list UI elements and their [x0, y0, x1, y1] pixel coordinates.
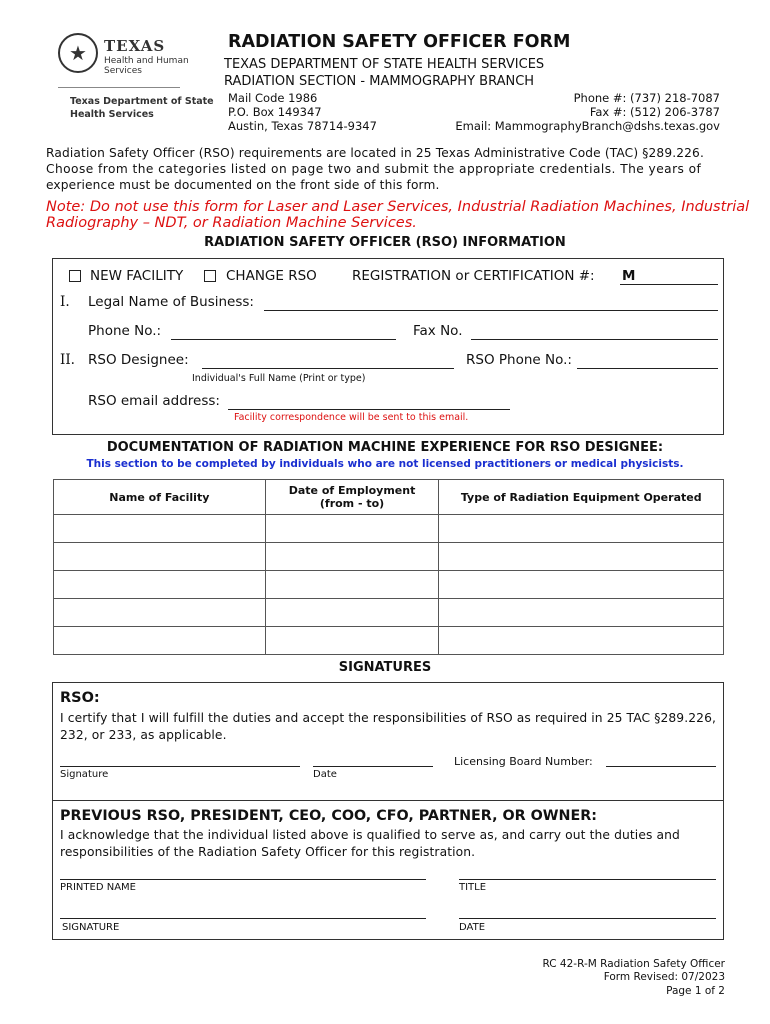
roman-numeral-1: I. — [60, 294, 70, 310]
phone-label: Phone No.: — [88, 323, 162, 339]
licensing-board-label: Licensing Board Number: — [454, 755, 593, 768]
date-cell[interactable] — [265, 543, 439, 571]
date-cell[interactable] — [265, 515, 439, 543]
header-email: Email: MammographyBranch@dshs.texas.gov — [455, 119, 720, 133]
date-cell[interactable] — [265, 571, 439, 599]
date-cell[interactable] — [265, 627, 439, 655]
date-label: Date — [313, 769, 337, 780]
intro-line2: Choose from the categories listed on page two and submit the appropriate credentials. The years of — [46, 162, 702, 176]
change-rso-checkbox[interactable] — [204, 270, 216, 282]
owner-signature-label: SIGNATURE — [62, 922, 120, 933]
fax-label: Fax No. — [413, 323, 463, 339]
previous-rso-line1: I acknowledge that the individual listed above is qualified to serve as, and carry out the duties and — [60, 828, 680, 842]
rso-phone-field[interactable] — [577, 368, 718, 369]
logo-dept-line2: Health Services — [70, 109, 154, 120]
logo-agency-line2: Services — [104, 66, 142, 76]
table-row — [54, 599, 724, 627]
table-row — [54, 627, 724, 655]
rso-certify-line1: I certify that I will fulfill the duties and accept the responsibilities of RSO as required in 25 TAC §289.226, — [60, 711, 717, 725]
owner-date-field[interactable] — [459, 918, 716, 919]
equipment-cell[interactable] — [439, 515, 724, 543]
footer-page-number: Page 1 of 2 — [666, 985, 725, 997]
rso-info-heading: RADIATION SAFETY OFFICER (RSO) INFORMATION — [204, 235, 566, 250]
signature-label: Signature — [60, 769, 109, 780]
owner-date-label: DATE — [459, 922, 486, 933]
texas-seal-icon: ★ — [58, 33, 98, 73]
registration-value[interactable]: M — [622, 268, 636, 284]
header-po-box: P.O. Box 149347 — [228, 105, 322, 119]
footer-form-id: RC 42-R-M Radiation Safety Officer — [542, 958, 725, 970]
table-row — [54, 571, 724, 599]
experience-table — [53, 479, 724, 655]
title-field[interactable] — [459, 879, 716, 880]
registration-label: REGISTRATION or CERTIFICATION #: — [352, 268, 595, 284]
column-header-date-line2: (from - to) — [319, 497, 385, 510]
rso-email-label: RSO email address: — [88, 393, 220, 409]
column-header-facility: Name of Facility — [54, 480, 266, 515]
signatures-heading: SIGNATURES — [338, 660, 432, 675]
equipment-cell[interactable] — [439, 599, 724, 627]
registration-field[interactable] — [620, 284, 718, 285]
rso-email-hint: Facility correspondence will be sent to this email. — [234, 412, 469, 423]
column-header-date-line1: Date of Employment — [288, 484, 416, 497]
fax-field[interactable] — [471, 339, 718, 340]
rso-designee-label: RSO Designee: — [88, 352, 189, 368]
new-facility-checkbox[interactable] — [69, 270, 81, 282]
licensing-board-field[interactable] — [606, 766, 716, 767]
column-header-date — [265, 480, 439, 515]
logo-agency-line1: Health and Human — [104, 56, 189, 66]
legal-name-label: Legal Name of Business: — [88, 294, 254, 310]
change-rso-label: CHANGE RSO — [226, 268, 317, 284]
signatures-divider — [52, 800, 724, 801]
rso-phone-label: RSO Phone No.: — [466, 352, 572, 368]
facility-cell[interactable] — [54, 543, 266, 571]
rso-signature-field[interactable] — [60, 766, 300, 767]
note-line2: Radiography – NDT, or Radiation Machine Services. — [46, 215, 417, 231]
table-row — [54, 515, 724, 543]
new-facility-label: NEW FACILITY — [90, 268, 184, 284]
documentation-heading: DOCUMENTATION OF RADIATION MACHINE EXPERIENCE FOR RSO DESIGNEE: — [106, 440, 664, 455]
owner-signature-field[interactable] — [60, 918, 426, 919]
documentation-subheading: This section to be completed by individuals who are not licensed practitioners or medical physicists. — [86, 458, 684, 470]
previous-rso-title: PREVIOUS RSO, PRESIDENT, CEO, COO, CFO, PARTNER, OR OWNER: — [60, 808, 598, 824]
rso-signature-title: RSO: — [60, 690, 100, 706]
legal-name-field[interactable] — [264, 310, 718, 311]
equipment-cell[interactable] — [439, 543, 724, 571]
facility-cell[interactable] — [54, 571, 266, 599]
intro-line1: Radiation Safety Officer (RSO) requirements are located in 25 Texas Administrative Code (TAC) §289.226. — [46, 146, 704, 160]
logo-state: TEXAS — [104, 37, 166, 55]
phone-field[interactable] — [171, 339, 396, 340]
rso-certify-line2: 232, or 233, as applicable. — [60, 728, 227, 742]
previous-rso-line2: responsibilities of the Radiation Safety Officer for this registration. — [60, 845, 476, 859]
logo-divider — [58, 87, 180, 88]
facility-cell[interactable] — [54, 599, 266, 627]
intro-line3: experience must be documented on the front side of this form. — [46, 178, 440, 192]
printed-name-field[interactable] — [60, 879, 426, 880]
header-section: RADIATION SECTION - MAMMOGRAPHY BRANCH — [224, 74, 535, 89]
facility-cell[interactable] — [54, 627, 266, 655]
logo-dept-line1: Texas Department of State — [70, 96, 214, 107]
date-cell[interactable] — [265, 599, 439, 627]
rso-designee-field[interactable] — [202, 368, 454, 369]
header-fax: Fax #: (512) 206-3787 — [589, 105, 720, 119]
equipment-cell[interactable] — [439, 571, 724, 599]
header-phone: Phone #: (737) 218-7087 — [573, 91, 720, 105]
equipment-cell[interactable] — [439, 627, 724, 655]
rso-designee-hint: Individual's Full Name (Print or type) — [192, 373, 366, 384]
column-header-equipment: Type of Radiation Equipment Operated — [439, 480, 724, 515]
header-city: Austin, Texas 78714-9347 — [228, 119, 377, 133]
note-line1: Note: Do not use this form for Laser and Laser Services, Industrial Radiation Machines, Industrial — [46, 199, 750, 215]
header-org: TEXAS DEPARTMENT OF STATE HEALTH SERVICES — [224, 57, 545, 72]
facility-cell[interactable] — [54, 515, 266, 543]
footer-revised: Form Revised: 07/2023 — [603, 971, 725, 983]
table-header-row — [54, 480, 724, 515]
roman-numeral-2: II. — [60, 352, 75, 368]
header-mail-code: Mail Code 1986 — [228, 91, 318, 105]
table-row — [54, 543, 724, 571]
printed-name-label: PRINTED NAME — [60, 882, 136, 893]
title-label: TITLE — [459, 882, 487, 893]
rso-email-field[interactable] — [228, 409, 510, 410]
form-title: RADIATION SAFETY OFFICER FORM — [228, 32, 571, 52]
rso-date-field[interactable] — [313, 766, 433, 767]
